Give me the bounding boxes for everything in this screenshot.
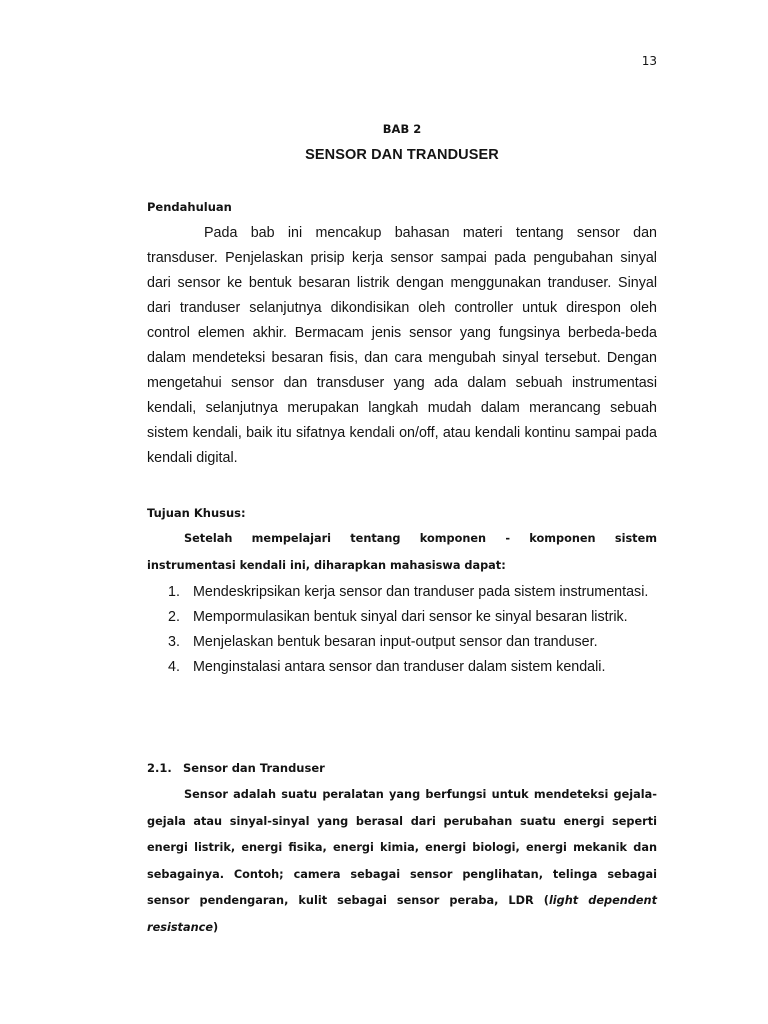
section-paragraph-end: ): [212, 920, 219, 934]
intro-heading: Pendahuluan: [147, 200, 232, 214]
list-item-text: Mempormulasikan bentuk sinyal dari sensor ke sinyal besaran listrik.: [193, 609, 628, 625]
list-item-number: 3.: [168, 634, 180, 650]
section-paragraph: [147, 782, 657, 941]
objectives-lead: Setelah mempelajari tentang komponen - komponen sistem instrumentasi kendali ini, diharapkan mahasiswa dapat:: [147, 532, 657, 572]
objectives-heading: Tujuan Khusus:: [147, 506, 246, 520]
list-item: [168, 580, 657, 605]
list-item: [168, 605, 657, 630]
section-paragraph-text: Sensor adalah suatu peralatan yang berfungsi untuk mendeteksi gejala-gejala atau sinyal-sinyal yang berasal dari perubahan suatu energi seperti energi listrik, energi fisika, energi kimia, energi biologi, energi mekanik dan sebagainya. Contoh; camera sebagai sensor penglihatan, telinga sebagai sensor pendengaran, kulit sebagai sensor peraba, LDR (: [147, 788, 657, 907]
chapter-number: BAB 2: [382, 122, 422, 136]
chapter-title: SENSOR DAN TRANDUSER: [305, 147, 499, 163]
list-item: [168, 655, 657, 680]
list-item-text: Menjelaskan bentuk besaran input-output sensor dan tranduser.: [193, 634, 598, 650]
objectives-list: [168, 580, 657, 680]
list-item-number: 1.: [168, 584, 180, 600]
section-heading: [147, 761, 325, 775]
list-item-text: Menginstalasi antara sensor dan tranduser dalam sistem kendali.: [193, 659, 606, 675]
intro-paragraph: Pada bab ini mencakup bahasan materi tentang sensor dan transduser. Penjelaskan prisip kerja sensor sampai pada pengubahan sinyal dari sensor ke bentuk besaran listrik dengan menggunakan tranduser. Sinyal dari tranduser selanjutnya dikondisikan oleh controller untuk direspon oleh control elemen akhir. Bermacam jenis sensor yang fungsinya berbeda-beda dalam mendeteksi besaran fisis, dan cara mengubah sinyal tersebut. Dengan mengetahui sensor dan transduser yang ada dalam sebuah instrumentasi kendali, selanjutnya merupakan langkah mudah dalam merancang sebuah sistem kendali, baik itu sifatnya kendali on/off, atau kendali kontinu sampai pada kendali digital.: [147, 225, 657, 466]
section-paragraph-italic: light dependent resistance: [147, 894, 657, 934]
list-item-text: Mendeskripsikan kerja sensor dan tranduser pada sistem instrumentasi.: [193, 584, 649, 600]
list-item: [168, 630, 657, 655]
list-item-number: 4.: [168, 659, 180, 675]
page-number: 13: [641, 54, 657, 68]
section-title: Sensor dan Tranduser: [183, 761, 325, 775]
list-item-number: 2.: [168, 609, 180, 625]
section-number: 2.1.: [147, 761, 172, 775]
